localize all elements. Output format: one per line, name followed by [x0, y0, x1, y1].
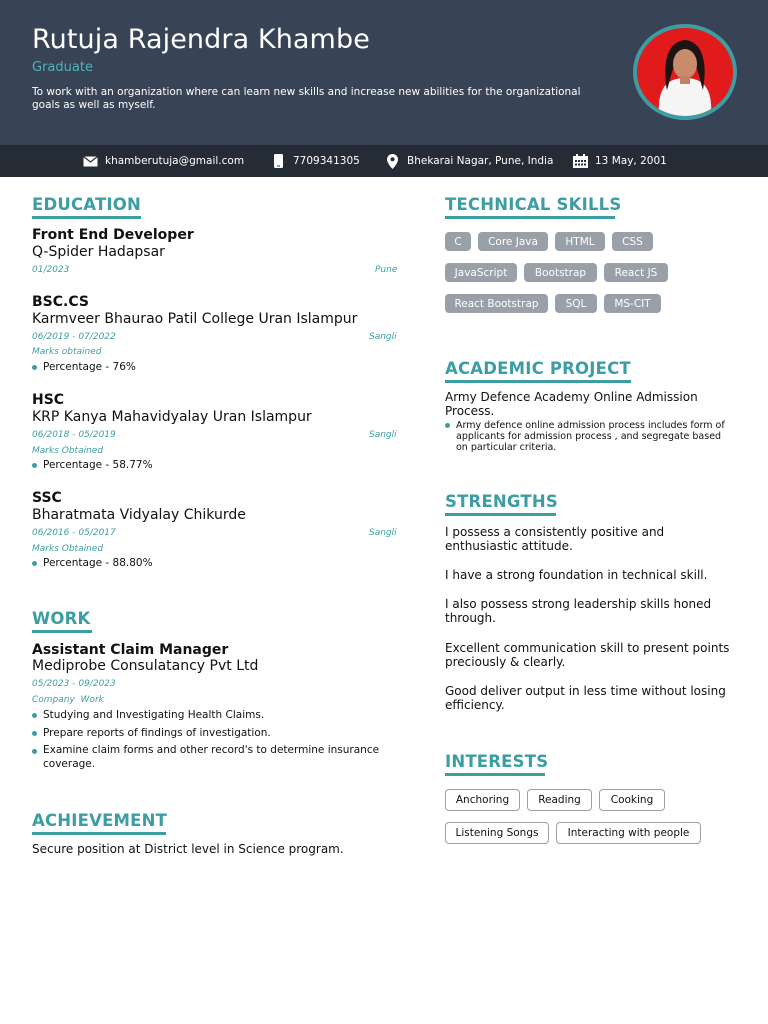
- skill-tag: SQL: [555, 294, 597, 313]
- interests-heading: INTERESTS: [445, 752, 549, 771]
- education-school: Bharatmata Vidyalay Chikurde: [32, 507, 246, 523]
- work-bullet-text: Prepare reports of findings of investigation.: [43, 727, 271, 739]
- envelope-icon: [82, 153, 98, 169]
- interest-tag: Cooking: [599, 789, 665, 811]
- education-degree: HSC: [32, 392, 65, 408]
- work-heading: WORK: [32, 609, 91, 628]
- bullet-dot: [32, 365, 37, 370]
- map-pin-icon: [384, 153, 400, 169]
- phone-icon: [270, 153, 286, 169]
- bullet-dot: [32, 463, 37, 468]
- skill-tag: Core Java: [478, 232, 548, 251]
- calendar-icon: [572, 153, 588, 169]
- strengths-heading: STRENGTHS: [445, 492, 558, 511]
- education-degree: BSC.CS: [32, 294, 89, 310]
- education-school: Q-Spider Hadapsar: [32, 244, 165, 260]
- career-objective: To work with an organization where can learn new skills and increase new abilities for the organizational goals as well as myself.: [32, 86, 581, 111]
- education-detail-text: Percentage - 58.77%: [43, 459, 153, 471]
- strengths-underline: [445, 513, 556, 516]
- project-bullet-text: Army defence online admission process includes form of applicants for admission process , and segregate based on particular criteria.: [456, 420, 725, 453]
- bullet-dot: [32, 713, 37, 718]
- email-text: khamberutuja@gmail.com: [105, 155, 245, 167]
- skill-tag: React JS: [604, 263, 668, 282]
- education-dates: 06/2016 - 05/2017: [32, 528, 116, 538]
- achievement-heading: ACHIEVEMENT: [32, 811, 168, 830]
- resume-header: [0, 0, 768, 145]
- education-degree: SSC: [32, 490, 62, 506]
- bullet-dot: [32, 731, 37, 736]
- strength-item: I also possess strong leadership skills honed through.: [445, 597, 712, 625]
- skill-tag: MS-CIT: [604, 294, 661, 313]
- project-name: Army Defence Academy Online Admission Process.: [445, 390, 698, 418]
- education-place: Sangli: [369, 528, 397, 538]
- education-place: Sangli: [369, 332, 397, 342]
- skill-tag: JavaScript: [445, 263, 517, 282]
- skills-heading: TECHNICAL SKILLS: [445, 195, 622, 214]
- interest-tag: Reading: [527, 789, 592, 811]
- bullet-dot: [32, 561, 37, 566]
- project-bullet: [445, 420, 735, 453]
- achievement-underline: [32, 832, 166, 835]
- skill-tag: Bootstrap: [524, 263, 597, 282]
- phone-text: 7709341305: [293, 155, 360, 167]
- education-school: Karmveer Bhaurao Patil College Uran Islampur: [32, 311, 358, 327]
- education-dates: 06/2018 - 05/2019: [32, 430, 116, 440]
- candidate-title: Graduate: [32, 60, 93, 75]
- dob-text: 13 May, 2001: [595, 155, 667, 167]
- work-bullet-text: Studying and Investigating Health Claims.: [43, 709, 265, 721]
- education-dates: 01/2023: [32, 265, 70, 275]
- education-school: KRP Kanya Mahavidyalay Uran Islampur: [32, 409, 312, 425]
- work-underline: [32, 630, 92, 633]
- contact-dob: [572, 145, 667, 177]
- education-detail: [32, 360, 136, 374]
- work-bullet: [32, 744, 392, 771]
- education-note: Marks obtained: [32, 347, 102, 357]
- education-underline: [32, 216, 141, 219]
- achievement-text: Secure position at District level in Science program.: [32, 842, 344, 856]
- strength-item: I possess a consistently positive and enthusiastic attitude.: [445, 525, 665, 553]
- work-bullet: [32, 726, 392, 740]
- skill-tag: React Bootstrap: [445, 294, 548, 313]
- location-text: Bhekarai Nagar, Pune, India: [407, 155, 554, 167]
- contact-phone: [270, 145, 360, 177]
- contact-bar: [0, 145, 768, 177]
- education-detail-text: Percentage - 76%: [43, 361, 136, 373]
- education-detail-text: Percentage - 88.80%: [43, 557, 153, 569]
- work-role: Assistant Claim Manager: [32, 642, 229, 658]
- education-detail: [32, 556, 153, 570]
- bullet-dot: [32, 749, 37, 754]
- education-place: Pune: [375, 265, 398, 275]
- project-underline: [445, 380, 631, 383]
- bullet-dot: [445, 423, 450, 428]
- education-note: Marks Obtained: [32, 446, 104, 456]
- work-dates: 05/2023 - 09/2023: [32, 679, 116, 689]
- candidate-name: Rutuja Rajendra Khambe: [32, 24, 370, 55]
- contact-location: [384, 145, 553, 177]
- education-dates: 06/2019 - 07/2022: [32, 332, 116, 342]
- interest-tag: Listening Songs: [445, 822, 549, 844]
- interests-underline: [445, 773, 545, 776]
- strength-item: I have a strong foundation in technical skill.: [445, 568, 708, 582]
- education-degree: Front End Developer: [32, 227, 194, 243]
- strength-item: Excellent communication skill to present points preciously & clearly.: [445, 641, 730, 669]
- project-heading: ACADEMIC PROJECT: [445, 359, 631, 378]
- contact-email: [82, 145, 244, 177]
- profile-photo: [633, 24, 737, 120]
- skill-tag: C: [445, 232, 471, 251]
- interest-tag: Anchoring: [445, 789, 520, 811]
- work-note: Company Work: [32, 695, 104, 705]
- education-place: Sangli: [369, 430, 397, 440]
- skill-tag: HTML: [555, 232, 605, 251]
- work-company: Mediprobe Consulatancy Pvt Ltd: [32, 658, 259, 674]
- strength-item: Good deliver output in less time without losing efficiency.: [445, 684, 726, 712]
- education-heading: EDUCATION: [32, 195, 141, 214]
- skills-underline: [445, 216, 615, 219]
- education-note: Marks Obtained: [32, 544, 104, 554]
- skill-tag: CSS: [612, 232, 653, 251]
- interest-tag: Interacting with people: [556, 822, 701, 844]
- work-bullet: [32, 708, 392, 722]
- education-detail: [32, 458, 153, 472]
- work-bullet-text: Examine claim forms and other record's to determine insurance coverage.: [43, 744, 380, 770]
